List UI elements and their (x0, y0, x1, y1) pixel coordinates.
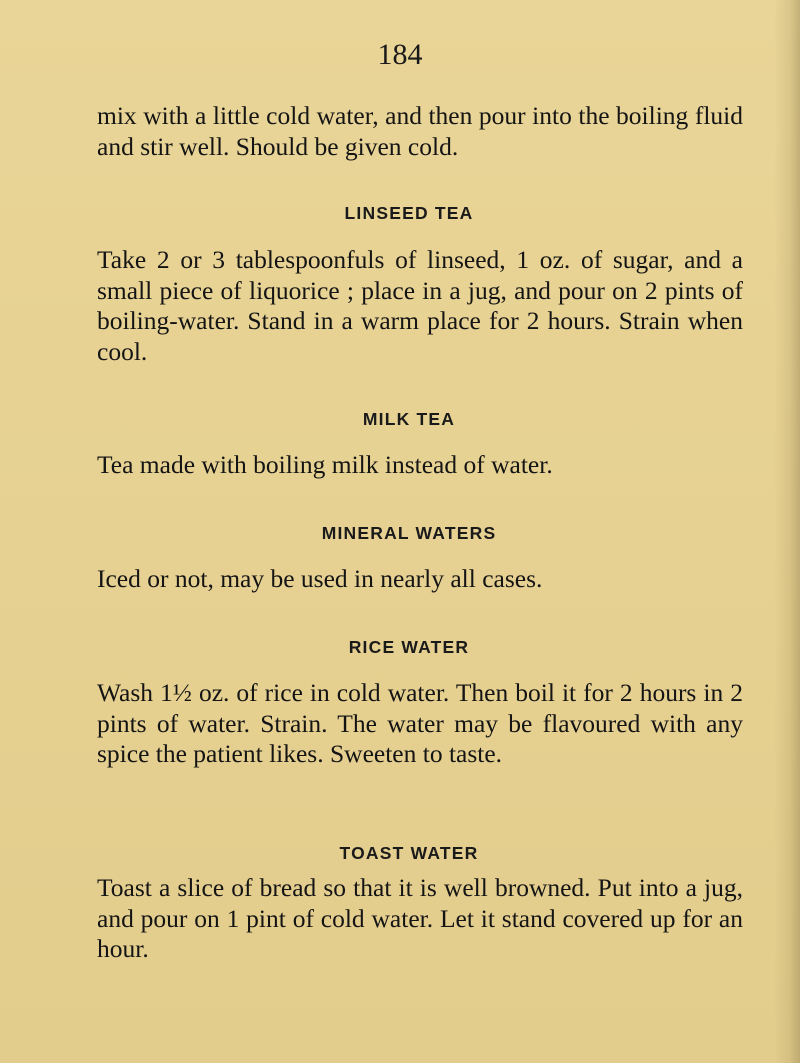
recipe-heading-linseed-tea: LINSEED TEA (344, 203, 474, 223)
page-number: 184 (377, 38, 423, 71)
recipe-heading-milk-tea: MILK TEA (362, 409, 456, 429)
recipe-body-rice-water: Wash 1½ oz. of rice in cold water. Then boil it for 2 hours in 2 pints of water. Strain. The water may be flavoured with any spice the patient likes. Sweeten to taste. (97, 678, 743, 768)
recipe-body-toast-water: Toast a slice of bread so that it is well browned. Put into a jug, and pour on 1 pint of cold water. Let it stand covered up for an hour. (97, 873, 743, 963)
recipe-heading-toast-water: TOAST WATER (339, 843, 479, 863)
recipe-heading-mineral-waters: MINERAL WATERS (321, 523, 497, 543)
recipe-heading-rice-water: RICE WATER (348, 637, 470, 657)
recipe-body-mineral-waters: Iced or not, may be used in nearly all cases. (97, 564, 543, 593)
recipe-body-linseed-tea: Take 2 or 3 tablespoonfuls of linseed, 1 oz. of sugar, and a small piece of liquorice ; place in a jug, and pour on 2 pints of boiling-water. Stand in a warm place for 2 hours. Strain when cool. (97, 245, 743, 366)
intro-paragraph: mix with a little cold water, and then pour into the boiling fluid and stir well. Should be given cold. (97, 101, 743, 161)
recipe-body-milk-tea: Tea made with boiling milk instead of water. (97, 450, 553, 479)
